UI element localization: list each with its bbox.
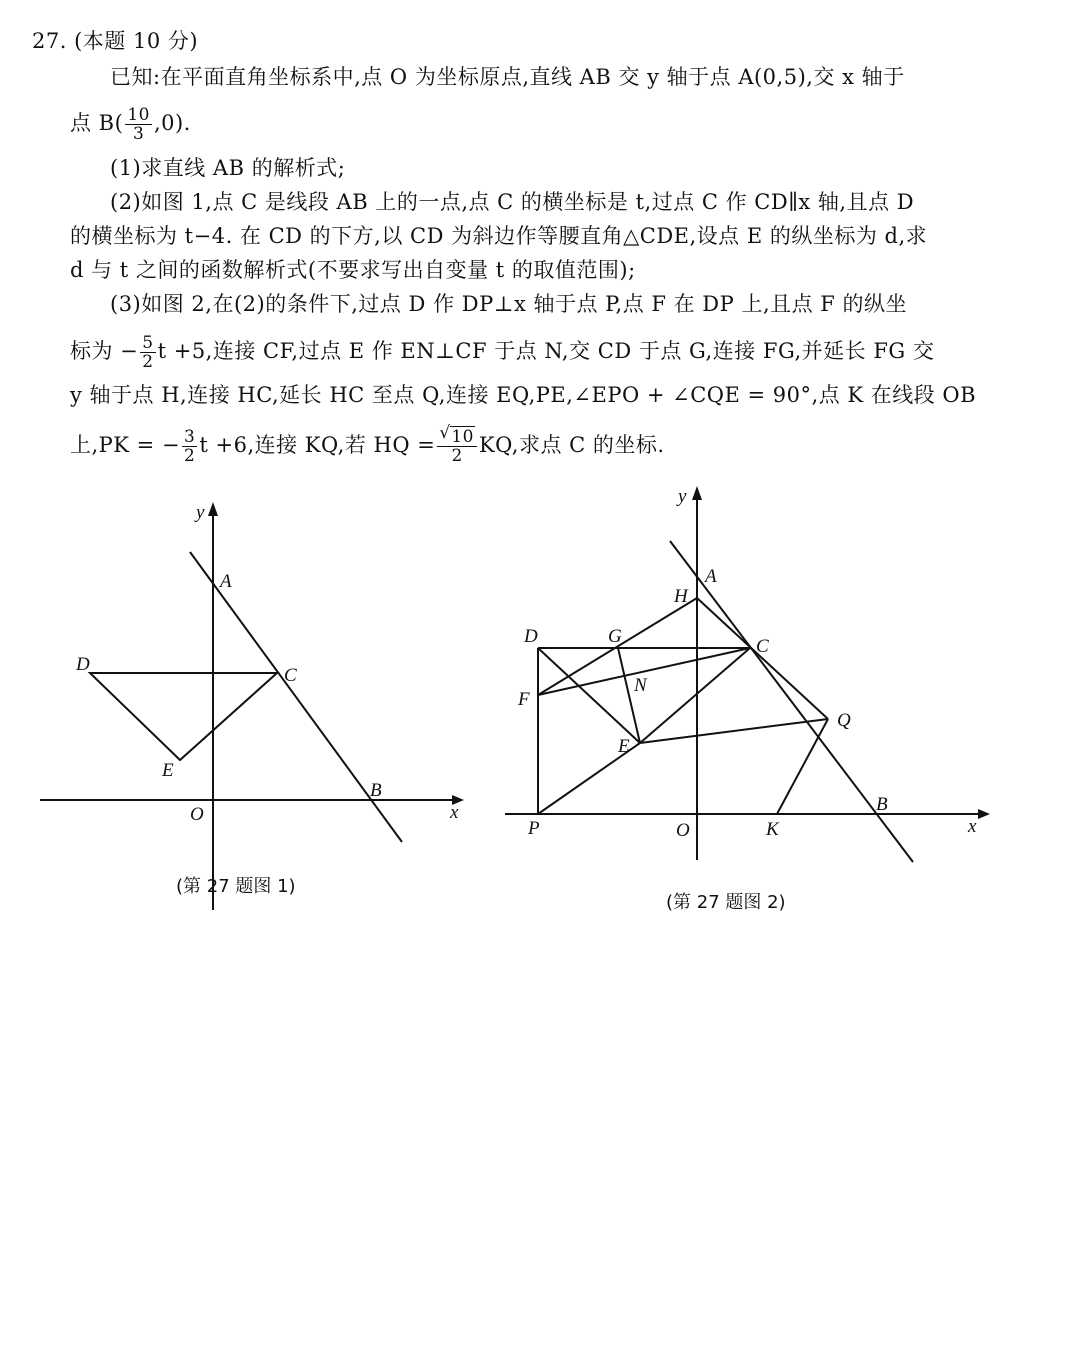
fraction-k [182,428,197,465]
fig2-segment-hq [697,598,828,719]
f-coordinate-prefix: 标为 − [70,339,139,363]
question-2-line-1: (2)如图 1,点 C 是线段 AB 上的一点,点 C 的横坐标是 t,过点 C 作 CD∥x 轴,且点 D [110,190,915,214]
fig2-segment-ec [640,648,750,743]
fig1-label-b: B [370,780,382,801]
fraction-b [125,106,152,143]
fig2-segment-eq [640,719,828,743]
figure-2 [500,478,1000,918]
question-3-line-2 [70,334,934,371]
question-3-line-1: (3)如图 2,在(2)的条件下,过点 D 作 DP⊥x 轴于点 P,点 F 在 DP 上,且点 F 的纵坐 [110,292,908,316]
fig2-label-o: O [676,820,690,841]
fraction-b-numerator: 10 [127,105,150,125]
fraction-f-denominator: 2 [142,352,154,372]
fig1-label-x: x [450,802,459,823]
fig2-label-y: y [678,486,687,507]
fig2-label-b: B [876,794,888,815]
fig2-label-n: N [634,675,647,696]
fig2-label-g: G [608,626,622,647]
fraction-k-denominator: 2 [184,446,196,466]
problem-score: (本题 10 分) [74,29,199,53]
question-3-line-3: y 轴于点 H,连接 HC,延长 HC 至点 Q,连接 EQ,PE,∠EPO + ∠CQE = 90°,点 K 在线段 OB [70,383,977,407]
fraction-b-denominator: 3 [132,124,145,144]
problem-header [32,26,198,56]
fig2-label-f: F [518,689,530,710]
fig2-label-e: E [618,736,630,757]
problem-line-1: 已知:在平面直角坐标系中,点 O 为坐标原点,直线 AB 交 y 轴于点 A(0,5),交 x 轴于 [110,65,905,89]
fraction-hq-numerator [437,423,477,447]
question-2-line-2: 的横坐标为 t−4. 在 CD 的下方,以 CD 为斜边作等腰直角△CDE,设点 E 的纵坐标为 d,求 [70,224,928,248]
fraction-hq [437,423,477,466]
sqrt-symbol: √ 10 [439,423,474,447]
fig1-caption: (第 27 题图 1) [176,876,296,897]
question-1: (1)求直线 AB 的解析式; [110,156,346,180]
fig2-label-x: x [968,816,977,837]
fig2-label-d: D [524,626,538,647]
point-b-prefix: 点 B( [70,111,124,135]
fraction-f-numerator: 5 [142,333,154,353]
fig1-label-c: C [284,665,297,686]
fig2-label-h: H [674,586,688,607]
fraction-k-numerator: 3 [184,427,196,447]
fig2-x-arrow [978,809,990,819]
figure-1 [30,490,480,910]
question-3-line-4 [70,423,665,466]
fig2-label-p: P [528,818,540,839]
fig1-label-a: A [220,571,232,592]
question-2-line-3: d 与 t 之间的函数解析式(不要求写出自变量 t 的取值范围); [70,258,636,282]
fig2-label-c: C [756,636,769,657]
pk-prefix: 上,PK = − [70,433,181,457]
question-3-ending: KQ,求点 C 的坐标. [478,433,665,457]
fig2-caption: (第 27 题图 2) [666,892,786,913]
fig1-y-arrow [208,502,218,516]
point-b-suffix: ,0). [153,111,191,135]
problem-line-2 [70,106,191,143]
fig2-segment-de [538,648,640,743]
sqrt-radicand: 10 [451,427,474,447]
problem-number: 27. [32,29,67,53]
hq-prefix: t +6,连接 KQ,若 HQ = [199,433,436,457]
fig1-label-e: E [162,760,174,781]
fig1-label-o: O [190,804,204,825]
fig1-label-y: y [196,502,205,523]
fig2-label-q: Q [837,710,851,731]
fig1-label-d: D [76,654,90,675]
f-coordinate-suffix: t +5,连接 CF,过点 E 作 EN⊥CF 于点 N,交 CD 于点 G,连接 FG,并延长 FG 交 [157,339,935,363]
fig2-y-arrow [692,486,702,500]
fig1-triangle-cde [90,673,277,760]
fraction-hq-denominator: 2 [451,446,463,466]
fig2-segment-kq [777,719,828,814]
fig2-label-k: K [766,819,779,840]
fig2-label-a: A [705,566,717,587]
fraction-f [140,334,155,371]
